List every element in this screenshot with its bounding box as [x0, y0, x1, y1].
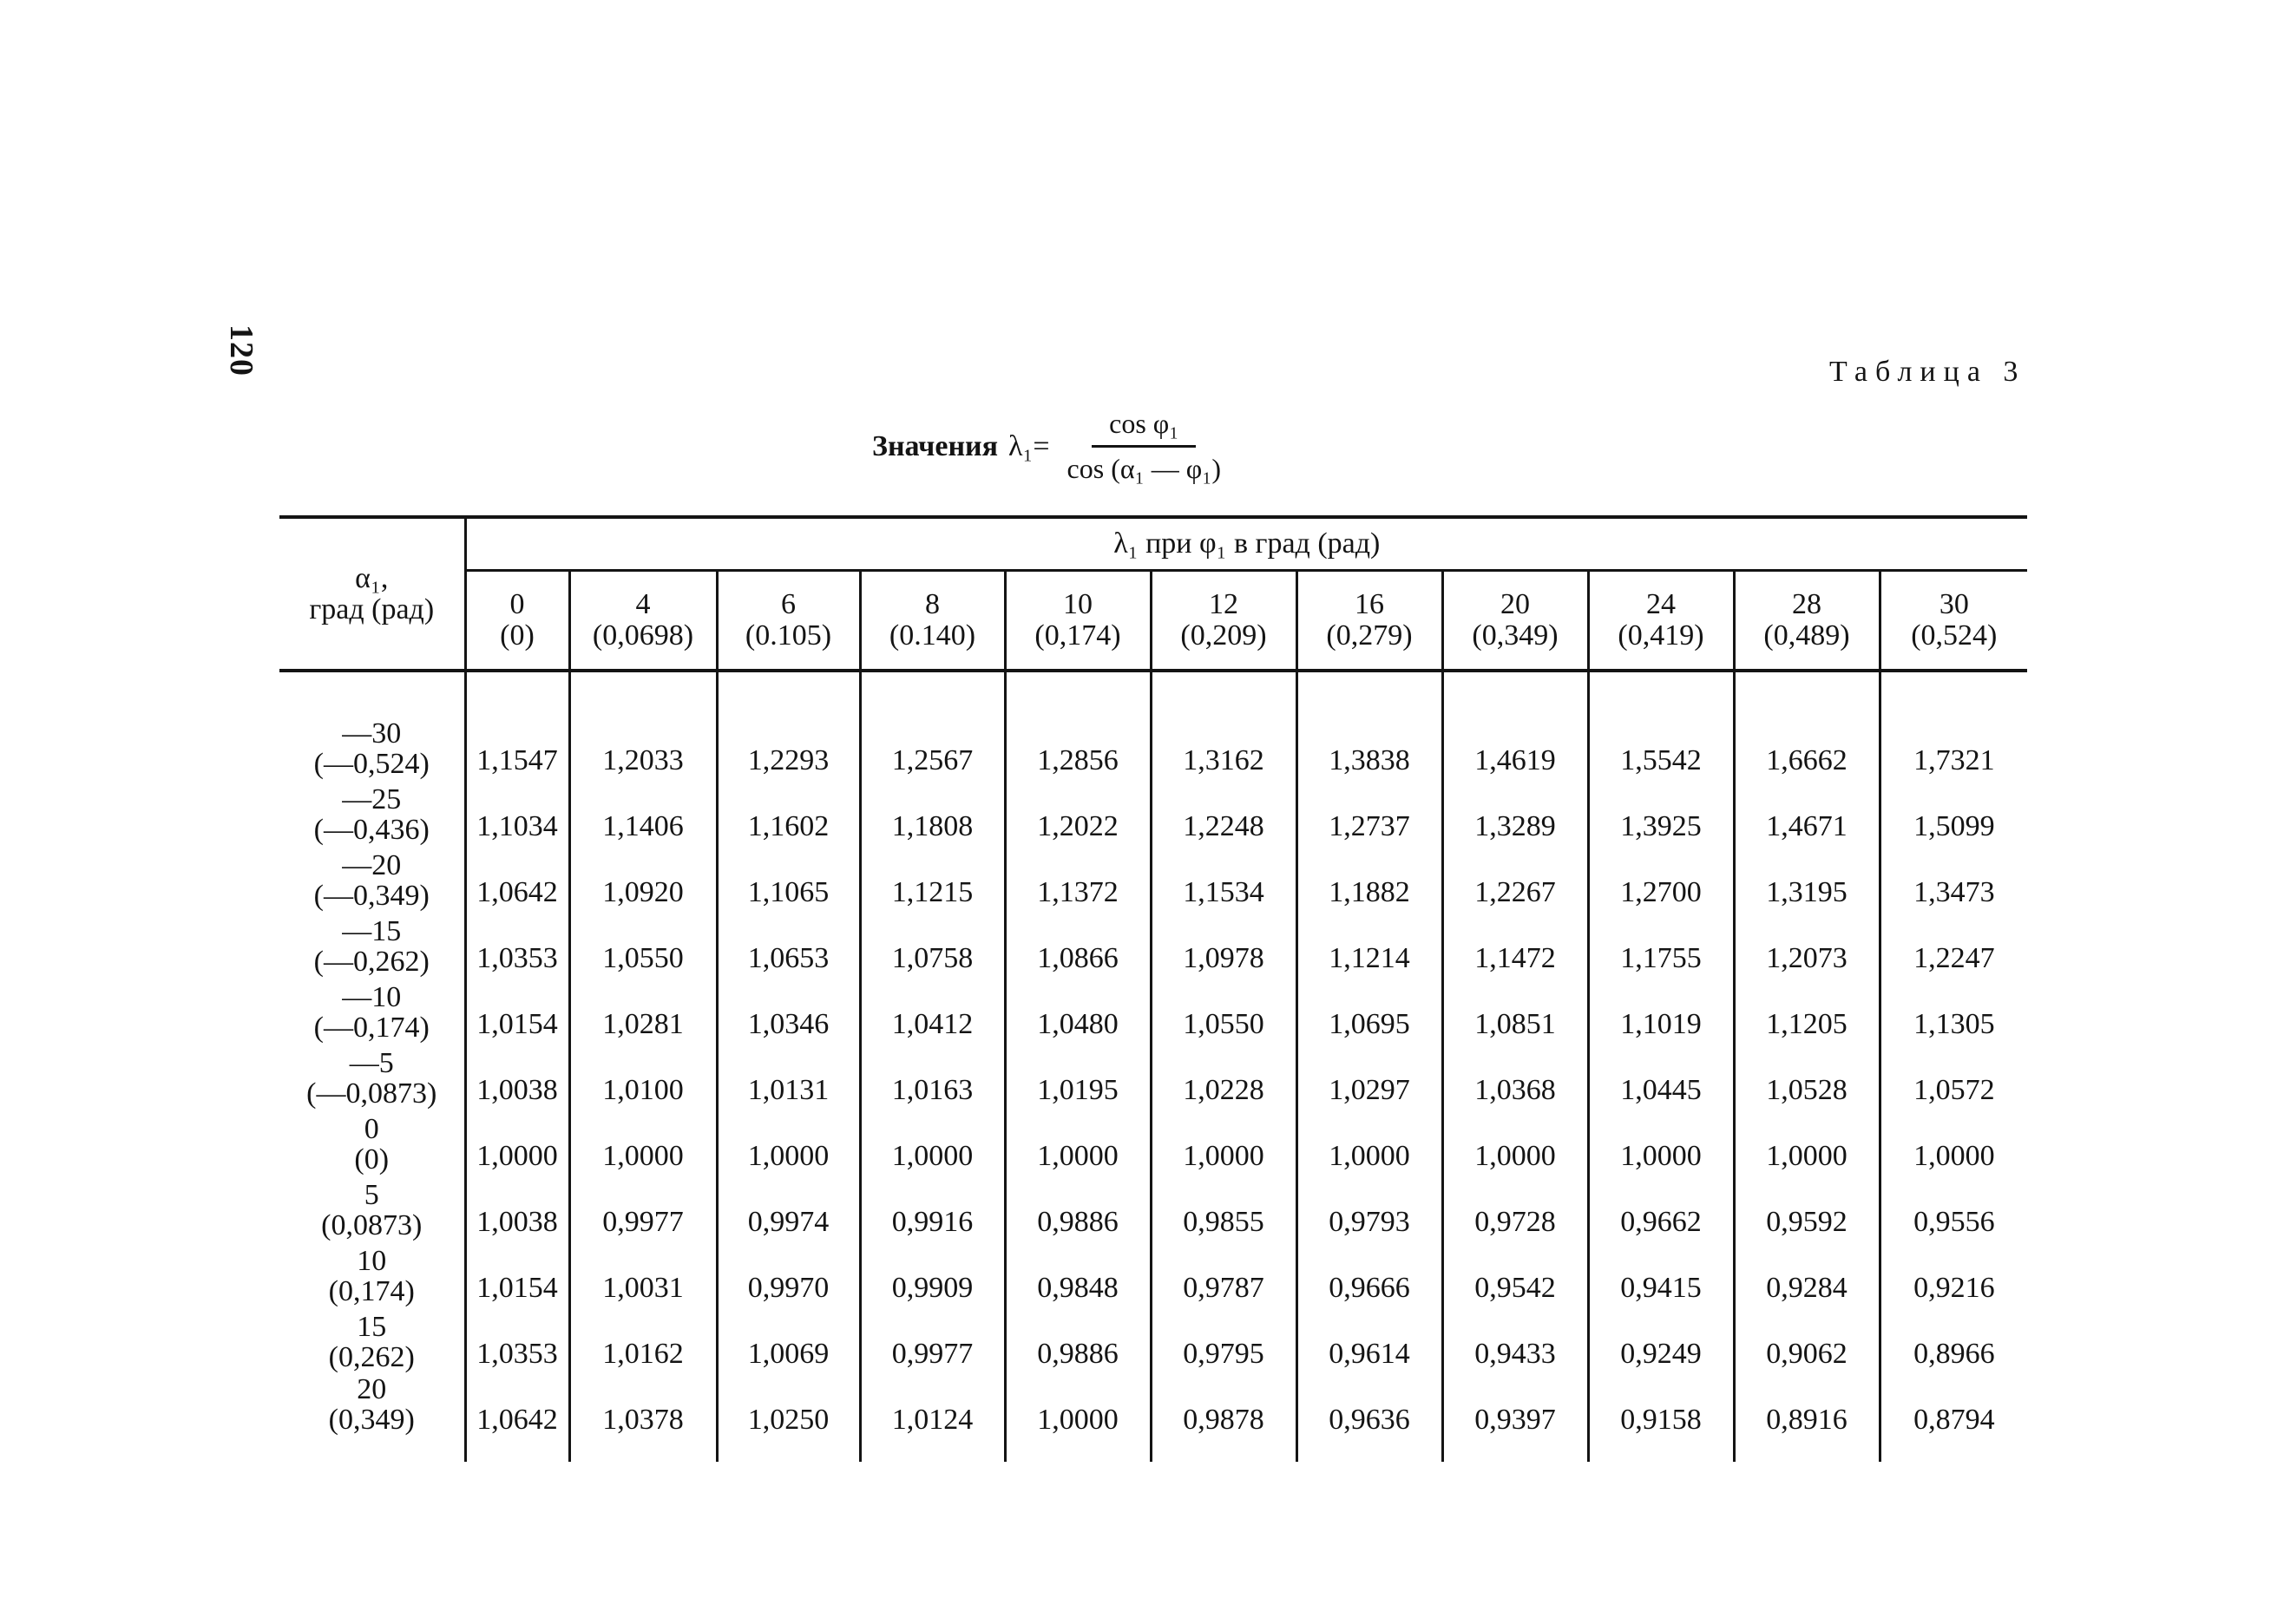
table-title — [872, 408, 1221, 485]
table-cell: 1,2033 — [569, 671, 717, 780]
table-cell: 1,1305 — [1880, 978, 2027, 1044]
table-cell: 1,2267 — [1442, 846, 1588, 912]
table-cell: 1,0281 — [569, 978, 717, 1044]
table-row — [279, 1307, 2027, 1373]
row-label: 20 (0,349) — [328, 1372, 415, 1437]
column-header: 28 (0,489) — [1734, 571, 1880, 671]
table-cell: 1,1215 — [860, 846, 1005, 912]
table-cell: 1,3195 — [1734, 846, 1880, 912]
table-row — [279, 671, 2027, 780]
table-cell: 0,9158 — [1588, 1373, 1734, 1462]
table-cell: 1,4671 — [1734, 780, 1880, 846]
span-header: λ₁ при φ₁ в град (рад) — [465, 517, 2027, 571]
table-row — [279, 1175, 2027, 1241]
table-cell: 1,3838 — [1296, 671, 1442, 780]
table-label: Таблица 3 — [1829, 356, 2026, 388]
table-cell: 1,0000 — [1442, 1110, 1588, 1175]
table-cell: 0,9216 — [1880, 1241, 2027, 1307]
table-cell: 1,0131 — [717, 1044, 860, 1110]
column-header: 20 (0,349) — [1442, 571, 1588, 671]
table-row — [279, 978, 2027, 1044]
table-cell: 1,0162 — [569, 1307, 717, 1373]
table-cell: 1,0642 — [465, 1373, 569, 1462]
table-cell: 1,2022 — [1005, 780, 1151, 846]
table-cell: 0,9556 — [1880, 1175, 2027, 1241]
table-cell: 1,0195 — [1005, 1044, 1151, 1110]
table-cell: 1,0758 — [860, 912, 1005, 978]
table-cell: 1,1214 — [1296, 912, 1442, 978]
row-label: —15 (—0,262) — [313, 914, 430, 979]
table-cell: 1,1065 — [717, 846, 860, 912]
values-table — [279, 515, 2027, 1462]
table-cell: 1,0368 — [1442, 1044, 1588, 1110]
table-cell: 1,0528 — [1734, 1044, 1880, 1110]
table-cell: 1,0000 — [1880, 1110, 2027, 1175]
table-cell: 1,0154 — [465, 1241, 569, 1307]
row-label: —20 (—0,349) — [313, 848, 430, 913]
table-cell: 1,3162 — [1151, 671, 1296, 780]
table-cell: 1,0163 — [860, 1044, 1005, 1110]
table-cell: 1,0250 — [717, 1373, 860, 1462]
column-header: 30 (0,524) — [1880, 571, 2027, 671]
table-cell: 1,0695 — [1296, 978, 1442, 1044]
table-cell: 1,0851 — [1442, 978, 1588, 1044]
column-header: 10 (0,174) — [1005, 571, 1151, 671]
table-cell: 0,9977 — [860, 1307, 1005, 1373]
table-cell: 1,0000 — [1005, 1373, 1151, 1462]
formula-fraction — [1067, 408, 1222, 485]
table-cell: 0,9284 — [1734, 1241, 1880, 1307]
table-cell: 1,2247 — [1880, 912, 2027, 978]
table-cell: 0,9636 — [1296, 1373, 1442, 1462]
table-cell: 1,1534 — [1151, 846, 1296, 912]
row-label: 0 (0) — [354, 1112, 390, 1176]
table-cell: 1,0346 — [717, 978, 860, 1044]
table-cell: 0,9916 — [860, 1175, 1005, 1241]
column-header: 12 (0,209) — [1151, 571, 1296, 671]
table-cell: 0,9433 — [1442, 1307, 1588, 1373]
table-cell: 1,1547 — [465, 671, 569, 780]
table-cell: 1,0000 — [465, 1110, 569, 1175]
table-cell: 1,2856 — [1005, 671, 1151, 780]
table-cell: 1,0154 — [465, 978, 569, 1044]
row-label: —10 (—0,174) — [313, 980, 430, 1044]
table-cell: 0,9415 — [1588, 1241, 1734, 1307]
table-cell: 1,0445 — [1588, 1044, 1734, 1110]
formula-lhs: λ₁= — [1008, 429, 1050, 462]
table-cell: 1,3925 — [1588, 780, 1734, 846]
row-label: 10 (0,174) — [328, 1244, 415, 1308]
table-row — [279, 1044, 2027, 1110]
table-cell: 1,7321 — [1880, 671, 2027, 780]
table-cell: 1,1602 — [717, 780, 860, 846]
table-cell: 0,9855 — [1151, 1175, 1296, 1241]
table-cell: 1,0920 — [569, 846, 717, 912]
row-label: —5 (—0,0873) — [306, 1046, 437, 1110]
table-cell: 1,2567 — [860, 671, 1005, 780]
table-cell: 1,0031 — [569, 1241, 717, 1307]
table-cell: 1,1882 — [1296, 846, 1442, 912]
table-cell: 1,0866 — [1005, 912, 1151, 978]
row-label: 15 (0,262) — [328, 1310, 415, 1374]
table-cell: 1,0038 — [465, 1175, 569, 1241]
table-cell: 1,2248 — [1151, 780, 1296, 846]
table-cell: 0,9886 — [1005, 1307, 1151, 1373]
table-cell: 1,1808 — [860, 780, 1005, 846]
row-label: —25 (—0,436) — [313, 783, 430, 847]
table-cell: 1,0353 — [465, 1307, 569, 1373]
table-cell: 1,5542 — [1588, 671, 1734, 780]
table-cell: 1,0228 — [1151, 1044, 1296, 1110]
table-cell: 1,1755 — [1588, 912, 1734, 978]
table-cell: 1,1472 — [1442, 912, 1588, 978]
column-header: 8 (0.140) — [860, 571, 1005, 671]
table-cell: 0,9977 — [569, 1175, 717, 1241]
formula-denominator: cos (α₁ — φ₁) — [1067, 453, 1222, 484]
table-cell: 0,9795 — [1151, 1307, 1296, 1373]
table-cell: 0,9249 — [1588, 1307, 1734, 1373]
table-cell: 1,0978 — [1151, 912, 1296, 978]
table-cell: 0,8966 — [1880, 1307, 2027, 1373]
table-cell: 0,9397 — [1442, 1373, 1588, 1462]
table-cell: 1,0378 — [569, 1373, 717, 1462]
table-row — [279, 1110, 2027, 1175]
table-row — [279, 1373, 2027, 1462]
table-cell: 0,8794 — [1880, 1373, 2027, 1462]
table-cell: 1,2073 — [1734, 912, 1880, 978]
table-cell: 0,9974 — [717, 1175, 860, 1241]
page-number: 120 — [223, 324, 259, 377]
table-row — [279, 846, 2027, 912]
table-cell: 0,9614 — [1296, 1307, 1442, 1373]
table-cell: 0,9592 — [1734, 1175, 1880, 1241]
column-header: 0 (0) — [465, 571, 569, 671]
table-row — [279, 780, 2027, 846]
column-header: 16 (0,279) — [1296, 571, 1442, 671]
table-cell: 1,0000 — [1734, 1110, 1880, 1175]
table-cell: 1,5099 — [1880, 780, 2027, 846]
table-cell: 0,9793 — [1296, 1175, 1442, 1241]
table-cell: 1,1205 — [1734, 978, 1880, 1044]
table-cell: 1,0124 — [860, 1373, 1005, 1462]
table-cell: 0,9848 — [1005, 1241, 1151, 1307]
table-cell: 1,0000 — [1151, 1110, 1296, 1175]
table-cell: 0,9878 — [1151, 1373, 1296, 1462]
table-cell: 1,0297 — [1296, 1044, 1442, 1110]
stub-header: α₁, град (рад) — [279, 517, 465, 671]
table-cell: 1,0069 — [717, 1307, 860, 1373]
table-cell: 1,0100 — [569, 1044, 717, 1110]
column-header: 24 (0,419) — [1588, 571, 1734, 671]
table-cell: 1,4619 — [1442, 671, 1588, 780]
column-header: 6 (0.105) — [717, 571, 860, 671]
table-cell: 1,6662 — [1734, 671, 1880, 780]
table-cell: 1,0000 — [860, 1110, 1005, 1175]
table-cell: 1,0653 — [717, 912, 860, 978]
table-cell: 1,0550 — [1151, 978, 1296, 1044]
table-cell: 1,2700 — [1588, 846, 1734, 912]
table-cell: 1,1372 — [1005, 846, 1151, 912]
table-cell: 0,9062 — [1734, 1307, 1880, 1373]
table-cell: 1,1019 — [1588, 978, 1734, 1044]
table-cell: 1,2293 — [717, 671, 860, 780]
table-cell: 1,1034 — [465, 780, 569, 846]
table-cell: 1,0000 — [1588, 1110, 1734, 1175]
table-cell: 0,9787 — [1151, 1241, 1296, 1307]
table-cell: 1,0353 — [465, 912, 569, 978]
table-cell: 0,9662 — [1588, 1175, 1734, 1241]
table-cell: 0,9666 — [1296, 1241, 1442, 1307]
table-cell: 1,0412 — [860, 978, 1005, 1044]
table-cell: 0,9909 — [860, 1241, 1005, 1307]
table-cell: 1,1406 — [569, 780, 717, 846]
table-cell: 0,9970 — [717, 1241, 860, 1307]
table-cell: 0,8916 — [1734, 1373, 1880, 1462]
table-cell: 1,0642 — [465, 846, 569, 912]
table-cell: 1,0000 — [1296, 1110, 1442, 1175]
title-word: Значения — [872, 429, 999, 462]
table-cell: 1,0550 — [569, 912, 717, 978]
table-cell: 0,9886 — [1005, 1175, 1151, 1241]
table-cell: 1,0480 — [1005, 978, 1151, 1044]
table-cell: 1,0000 — [1005, 1110, 1151, 1175]
table-cell: 1,0038 — [465, 1044, 569, 1110]
formula-numerator: cos φ₁ — [1092, 408, 1196, 448]
table-cell: 0,9542 — [1442, 1241, 1588, 1307]
table-cell: 1,0000 — [569, 1110, 717, 1175]
table-cell: 1,3289 — [1442, 780, 1588, 846]
table-row — [279, 1241, 2027, 1307]
table-cell: 0,9728 — [1442, 1175, 1588, 1241]
table-cell: 1,0572 — [1880, 1044, 2027, 1110]
row-label: —30 (—0,524) — [313, 717, 430, 781]
table-cell: 1,3473 — [1880, 846, 2027, 912]
row-label: 5 (0,0873) — [321, 1178, 423, 1242]
table-cell: 1,2737 — [1296, 780, 1442, 846]
table-cell: 1,0000 — [717, 1110, 860, 1175]
table-row — [279, 912, 2027, 978]
column-header: 4 (0,0698) — [569, 571, 717, 671]
